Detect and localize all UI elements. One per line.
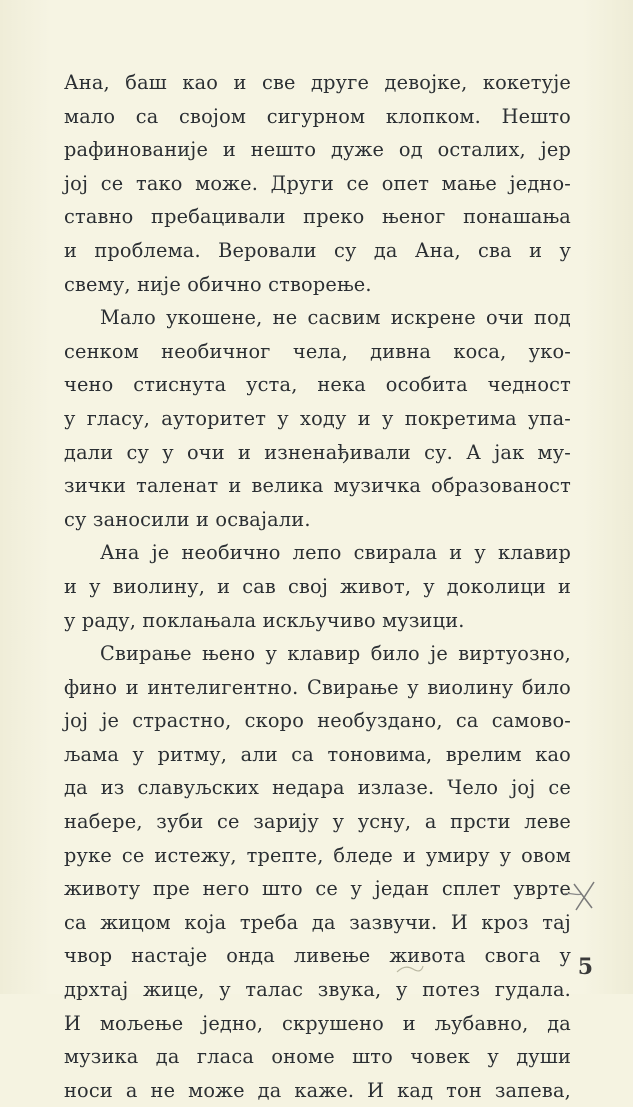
text-line: да из славуљских недара излазе. Чело јој се: [64, 776, 571, 800]
paragraph-3: [64, 536, 571, 637]
text-line: су заносили и освајали.: [64, 507, 311, 531]
paragraph-1: [64, 66, 571, 301]
pencil-x-mark-icon: [562, 880, 602, 914]
text-line: мало са својом сигурном клопком. Нешто: [64, 104, 571, 128]
page-number: 5: [577, 954, 593, 980]
text-line: Ана, баш као и све друге девојке, кокетује: [64, 71, 571, 94]
ink-smudge-icon: [395, 960, 425, 976]
text-line: јој се тако може. Други се опет мање једно-: [64, 171, 571, 195]
text-line: рафинованије и нешто дуже од осталих, јер: [64, 138, 571, 162]
text-line: чвор настаје онда ливење живота свога у: [64, 944, 571, 968]
text-line: у раду, поклањала искључиво музици.: [64, 608, 465, 632]
paragraph-2: [64, 301, 571, 536]
text-line: у гласу, ауторитет у ходу и у покретима упа-: [64, 406, 571, 430]
text-line: љама у ритму, али са тоновима, врелим као: [64, 742, 571, 766]
text-line: и проблема. Веровали су да Ана, сва и у: [64, 238, 571, 262]
text-line: Мало укошене, не сасвим искрене очи под: [100, 306, 571, 330]
text-line: музика да гласа ономе што човек у души: [64, 1045, 571, 1069]
text-line: И мољење једно, скрушено и љубавно, да: [64, 1011, 571, 1035]
text-line: фино и интелигентно. Свирање у виолину било: [64, 675, 571, 699]
text-line: руке се истежу, трепте, бледе и умиру у овом: [64, 843, 571, 867]
text-line: Ана је необично лепо свирала и у клавир: [100, 541, 571, 565]
text-line: дрхтај жице, у талас звука, у потез гудала.: [64, 978, 571, 1002]
text-line: Свирање њено у клавир било је виртуозно,: [100, 642, 571, 666]
text-line: набере, зуби се зарију у усну, а прсти леве: [64, 810, 571, 834]
text-line: свему, није обично створење.: [64, 272, 372, 296]
body-text: [64, 66, 571, 1107]
text-line: и у виолину, и сав свој живот, у доколици и: [64, 574, 571, 598]
text-line: са жицом која треба да зазвучи. И кроз тај: [64, 910, 571, 934]
text-line: носи а не може да каже. И кад тон запева,: [64, 1078, 571, 1102]
text-line: чено стиснута уста, нека особита чедност: [64, 373, 571, 397]
paragraph-4: [64, 637, 571, 1107]
text-line: ставно пребацивали преко њеног понашања: [64, 205, 571, 229]
text-line: сенком необичног чела, дивна коса, уко-: [64, 339, 571, 363]
text-line: зички таленат и велика музичка образованост: [64, 474, 571, 498]
text-line: јој је страстно, скоро необуздано, са самово-: [64, 709, 571, 733]
text-line: дали су у очи и изненађивали су. А јак му-: [64, 440, 571, 464]
text-line: животу пре него што се у један сплет уврте: [64, 877, 571, 901]
